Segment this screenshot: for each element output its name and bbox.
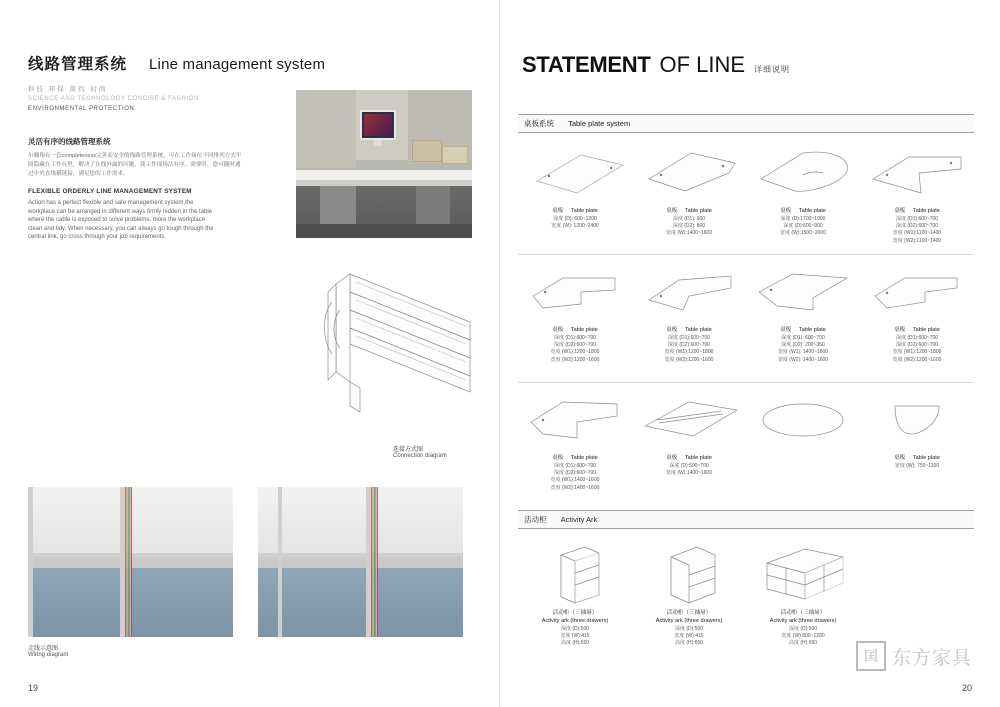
shelf-unit-icon bbox=[746, 541, 860, 607]
plate-cell bbox=[632, 262, 746, 364]
plate-label-cn: 桌板 bbox=[552, 208, 564, 214]
plate-cell bbox=[860, 390, 974, 492]
plate-label: 桌板 Table plate bbox=[780, 327, 826, 333]
rect-plate-icon bbox=[518, 143, 632, 205]
plate-label: 桌板 Table plate bbox=[780, 208, 826, 214]
section-title-cn: 桌板系统 bbox=[524, 119, 554, 128]
row-divider-1 bbox=[518, 254, 974, 255]
plate-spec: 深度 (D1):600~700 深度 (D2):600~700 宽度 (W1):1100~1400 宽度 (W2):1100~1400 bbox=[892, 216, 942, 244]
corner-plate-icon bbox=[746, 262, 860, 324]
section-title-en: Table plate system bbox=[568, 119, 631, 128]
big-l-plate-icon bbox=[518, 390, 632, 452]
plate-row-3 bbox=[518, 390, 974, 492]
subtitle-cn: 灵活有序的线路管理系统 bbox=[28, 137, 111, 146]
plate-cell bbox=[632, 143, 746, 245]
plate-row-2-wrap bbox=[518, 262, 974, 364]
round-plate-icon bbox=[746, 390, 860, 452]
page-number-left: 19 bbox=[28, 683, 39, 693]
ark-cell bbox=[746, 541, 860, 648]
plate-spec: 深度 (D): 600~1200 宽度 (W): 1200~2400 bbox=[551, 216, 599, 230]
plate-cell bbox=[860, 143, 974, 245]
plate-label: 桌板 Table plate bbox=[894, 327, 940, 333]
plate-cell bbox=[746, 143, 860, 245]
connection-rail-illustration bbox=[320, 262, 480, 452]
wiring-photo-left bbox=[28, 487, 233, 637]
ark-cell bbox=[518, 541, 632, 648]
ark-row-1 bbox=[518, 541, 974, 648]
plate-label: 桌板 Table plate bbox=[894, 455, 940, 461]
wave-plate-icon bbox=[632, 262, 746, 324]
plate-label bbox=[552, 207, 598, 215]
section-header-table-plate bbox=[518, 114, 974, 133]
plate-spec: 宽度 (W): 750~1100 bbox=[894, 463, 940, 469]
plate-row-1 bbox=[518, 143, 974, 245]
ark-label: 活动柜（三抽屉） Activity ark (three drawers) bbox=[541, 610, 609, 624]
plate-spec: 深度 (D1):600~700 深度 (D2):600~700 宽度 (W1):1200~1800 宽度 (W2):1200~1600 bbox=[664, 335, 714, 363]
logo-mark-icon: 囯 bbox=[856, 641, 886, 671]
body-cn: 尔翱翔有一套completeness完善而安全的线路管理系统，可在工作岗位不同排列方式牢固隐藏在工作台里，解决了在线外露的问题，使工作现场洁有序。需要时，您可随时通过中央直线横链接，满足您的工作需求。 bbox=[28, 153, 242, 177]
cabinet-three-drawers-alt-icon bbox=[632, 541, 746, 607]
brand-logo bbox=[856, 641, 972, 671]
plate-cell bbox=[632, 390, 746, 492]
ark-spec: 深度 (D):500 宽度 (W):800~1200 高度 (H):650 bbox=[781, 626, 825, 647]
office-workstation-photo bbox=[296, 90, 472, 238]
plate-label: 桌板 Table plate bbox=[666, 208, 712, 214]
ark-spec: 深度 (D):500 宽度 (W):415 高度 (H):650 bbox=[674, 626, 704, 647]
ark-label: 活动柜（三抽屉） Activity ark (three drawers) bbox=[769, 610, 837, 624]
wiring-caption-en: Wiring diagram bbox=[28, 652, 69, 658]
z-shape-plate-icon bbox=[518, 262, 632, 324]
plate-spec: 深度 (D):500~700 宽度 (W):1400~1600 bbox=[666, 463, 712, 477]
right-title-row bbox=[522, 52, 790, 78]
plate-cell bbox=[518, 143, 632, 245]
section-title-en: Activity Ark bbox=[560, 515, 598, 524]
section-title-cn: 活动柜 bbox=[524, 515, 547, 524]
left-title-row bbox=[28, 52, 325, 74]
body-en: Action has a perfect flexible and safe management system,the workplace can be arranged in different ways firmly hidden in the table where the cable is exposed to solve problems, more the workplace clean and tidy. When necessary, you can always go tough through the central link, go cross through your job requirements. bbox=[28, 200, 214, 241]
plate-cell bbox=[518, 390, 632, 492]
plate-spec: 深度 (D1): 600 深度 (D2): 800 宽度 (W):1400~1600 bbox=[666, 216, 712, 237]
ark-cell-empty bbox=[860, 541, 974, 648]
page-title-en: Line management system bbox=[149, 56, 326, 73]
ark-spec: 深度 (D):500 宽度 (W):415 高度 (H):650 bbox=[560, 626, 590, 647]
plate-label: 桌板 Table plate bbox=[894, 208, 940, 214]
plate-spec: 深度 (D):1700~1900 深度 (D):600~900 宽度 (W):1500~2000 bbox=[780, 216, 826, 237]
connection-diagram-caption-cn: 连接方式图 bbox=[393, 447, 424, 453]
statement-title-cn: 详细说明 bbox=[754, 65, 791, 74]
cabinet-three-drawers-icon bbox=[518, 541, 632, 607]
plate-label bbox=[800, 454, 806, 462]
plate-row-2 bbox=[518, 262, 974, 364]
row-divider-2 bbox=[518, 382, 974, 383]
plate-cell bbox=[518, 262, 632, 364]
plate-cell bbox=[746, 262, 860, 364]
plate-spec: 深度 (D1): 600~700 深度 (D2): 200~350 宽度 (W1): 1400~1600 宽度 (W2): 1400~1600 bbox=[777, 335, 829, 363]
section-activity-ark bbox=[518, 510, 974, 648]
keywords-cn: 科技 环保 简约 时尚 bbox=[28, 86, 108, 93]
ark-label: 活动柜（三抽屉） Activity ark (three drawers) bbox=[655, 610, 723, 624]
plate-label: 桌板 Table plate bbox=[666, 327, 712, 333]
plate-row-3-wrap bbox=[518, 390, 974, 492]
plate-spec: 深度 (D1):600~700 深度 (D2):600~700 宽度 (W1):1200~1800 宽度 (W2):1200~1600 bbox=[550, 335, 600, 363]
plate-label: 桌板 Table plate bbox=[552, 327, 598, 333]
connection-diagram-caption-en: Connection diagram bbox=[393, 453, 447, 459]
plate-cell bbox=[860, 262, 974, 364]
wiring-photo-right bbox=[258, 487, 463, 637]
keywords-en-secondary: ENVIRONMENTAL PROTECTION bbox=[28, 106, 135, 112]
statement-title-light: OF LINE bbox=[659, 52, 746, 77]
strip-plate-icon bbox=[632, 390, 746, 452]
logo-text: 东方家具 bbox=[891, 646, 972, 669]
section-table-plate-system bbox=[518, 114, 974, 245]
ark-cell bbox=[632, 541, 746, 648]
s-shape-plate-icon bbox=[860, 262, 974, 324]
statement-title-bold: STATEMENT bbox=[522, 52, 651, 77]
page-number-right: 20 bbox=[961, 683, 972, 693]
wiring-caption-cn: 走线示意图 bbox=[28, 646, 59, 652]
subtitle-en: FLEXIBLE ORDERLY LINE MANAGEMENT SYSTEM bbox=[28, 188, 192, 195]
plate-label: 桌板 Table plate bbox=[666, 455, 712, 461]
angled-plate-icon bbox=[632, 143, 746, 205]
plate-spec: 深度 (D1):600~700 深度 (D2):600~700 宽度 (W1):1400~1600 宽度 (W2):1400~1600 bbox=[550, 463, 600, 491]
section-header-activity-ark bbox=[518, 510, 974, 529]
plate-cell bbox=[746, 390, 860, 492]
keywords-en: SCIENCE AND TECHNOLOGY CONCISE & FASHION bbox=[28, 96, 199, 102]
l-shape-plate-icon bbox=[860, 143, 974, 205]
plate-spec: 深度 (D1):600~700 深度 (D2):600~700 宽度 (W1):1200~1800 宽度 (W2):1200~1600 bbox=[892, 335, 942, 363]
curved-plate-icon bbox=[746, 143, 860, 205]
fan-plate-icon bbox=[860, 390, 974, 452]
plate-label-en: Table plate bbox=[570, 208, 598, 214]
plate-label: 桌板 Table plate bbox=[552, 455, 598, 461]
page-title-cn: 线路管理系统 bbox=[28, 56, 128, 73]
